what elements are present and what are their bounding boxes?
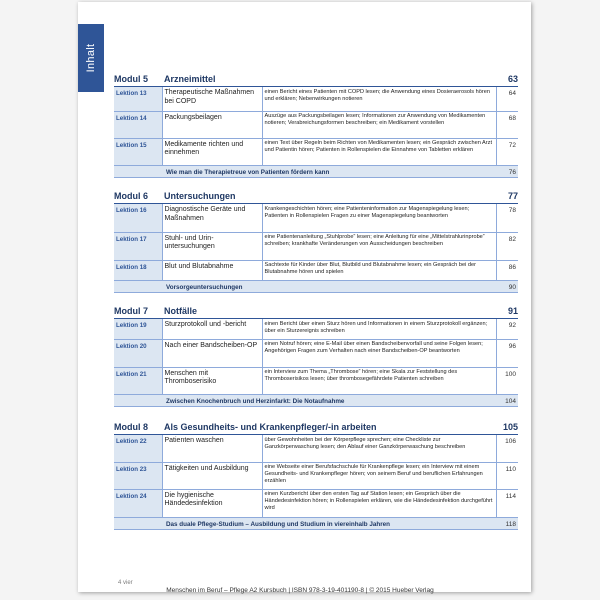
lesson-row	[114, 87, 518, 111]
lesson-number: Lektion 15	[114, 138, 162, 165]
lesson-description: ein Interview zum Thema „Thrombose“ hören; eine Skala zur Feststellung des Thromboserisikos lesen; über thrombosegefährdete Patienten schreiben	[262, 367, 496, 394]
lesson-number: Lektion 22	[114, 435, 162, 462]
page-number: 4 vier	[118, 580, 133, 586]
lesson-page: 92	[496, 319, 518, 339]
modul-7	[114, 304, 518, 407]
lesson-title: Die hygienische Händedesinfektion	[162, 489, 262, 517]
lesson-row	[114, 111, 518, 138]
modul-number: Modul 5	[114, 74, 148, 84]
lesson-description: einen Bericht eines Patienten mit COPD lesen; die Anwendung eines Dosieraerosols hören und erklären; Nebenwirkungen notieren	[262, 87, 496, 111]
lesson-description: einen Kurzbericht über den ersten Tag auf Station lesen; ein Gespräch über die Händedesinfektion hören; in Rollenspielen erklären, wie die Händedesinfektion durchgeführt wird	[262, 489, 496, 517]
modul-header	[114, 420, 518, 435]
lesson-description: Auszüge aus Packungsbeilagen lesen; Informationen zur Anwendung von Medikamenten notieren; Verabreichungsformen beschreiben; ein Medikament vorstellen	[262, 111, 496, 138]
lesson-title: Blut und Blutabnahme	[162, 260, 262, 280]
extra-title: Zwischen Knochenbruch und Herzinfarkt: Die Notaufnahme	[114, 394, 496, 406]
extra-row	[114, 165, 518, 177]
extra-title: Wie man die Therapietreue von Patienten fördern kann	[114, 165, 496, 177]
lesson-title: Packungsbeilagen	[162, 111, 262, 138]
modul-title: Notfälle	[164, 306, 198, 316]
modul-page: 63	[507, 74, 518, 84]
lesson-page: 110	[496, 462, 518, 489]
lesson-row	[114, 489, 518, 517]
lesson-title: Sturzprotokoll und -bericht	[162, 319, 262, 339]
modul-header	[114, 189, 518, 204]
lesson-page: 96	[496, 339, 518, 367]
modul-number: Modul 6	[114, 191, 148, 201]
extra-row	[114, 394, 518, 406]
extra-page: 90	[496, 280, 518, 292]
lesson-title: Patienten waschen	[162, 435, 262, 462]
lesson-number: Lektion 19	[114, 319, 162, 339]
lesson-row	[114, 462, 518, 489]
lesson-number: Lektion 20	[114, 339, 162, 367]
lesson-title: Menschen mit Thromboserisiko	[162, 367, 262, 394]
modul-header	[114, 72, 518, 87]
modul-number: Modul 8	[114, 422, 148, 432]
lesson-description: eine Patientenanleitung „Stuhlprobe“ lesen; eine Anleitung für eine „Mittelstrahlurinprobe“ schreiben; krankhafte Veränderungen von Ausscheidungen beschreiben	[262, 232, 496, 260]
extra-page: 118	[496, 517, 518, 529]
lesson-title: Tätigkeiten und Ausbildung	[162, 462, 262, 489]
extra-page: 104	[496, 394, 518, 406]
lesson-description: einen Text über Regeln beim Richten von Medikamenten lesen; ein Gespräch zwischen Arzt und Patientin hören; Patienten in Rollenspielen die Einnahme von Tabletten erklären	[262, 138, 496, 165]
modul-number: Modul 7	[114, 306, 148, 316]
lesson-page: 68	[496, 111, 518, 138]
modul-page: 105	[502, 422, 518, 432]
lesson-title: Diagnostische Geräte und Maßnahmen	[162, 204, 262, 232]
book-footer: Menschen im Beruf – Pflege A2 Kursbuch | ISBN 978-3-19-401190-8 | © 2015 Hueber Verlag	[166, 587, 434, 594]
modul-page: 91	[507, 306, 518, 316]
lesson-page: 100	[496, 367, 518, 394]
book-page	[78, 2, 531, 592]
lesson-description: Sachtexte für Kinder über Blut, Blutbild und Blutabnahme lesen; ein Gespräch bei der Blutabnahme hören und spielen	[262, 260, 496, 280]
modul-page: 77	[507, 191, 518, 201]
lesson-number: Lektion 23	[114, 462, 162, 489]
lesson-page: 72	[496, 138, 518, 165]
section-tab	[78, 24, 104, 92]
lesson-title: Therapeutische Maßnahmen bei COPD	[162, 87, 262, 111]
lesson-number: Lektion 21	[114, 367, 162, 394]
lesson-title: Stuhl- und Urin-untersuchungen	[162, 232, 262, 260]
lesson-row	[114, 204, 518, 232]
lesson-description: über Gewohnheiten bei der Körperpflege sprechen; eine Checkliste zur Ganzkörperwaschung lesen; den Ablauf einer Ganzkörperwaschung beschreiben	[262, 435, 496, 462]
lesson-page: 106	[496, 435, 518, 462]
modul-6	[114, 189, 518, 293]
lesson-description: einen Notruf hören; eine E-Mail über einen Bandscheibenvorfall und seine Folgen lesen; Angehörigen Fragen zum Verhalten nach einer Bandscheiben-OP beantworten	[262, 339, 496, 367]
lesson-number: Lektion 16	[114, 204, 162, 232]
modul-5	[114, 72, 518, 178]
lesson-number: Lektion 24	[114, 489, 162, 517]
lesson-number: Lektion 14	[114, 111, 162, 138]
lesson-row	[114, 232, 518, 260]
extra-row	[114, 517, 518, 529]
lesson-page: 78	[496, 204, 518, 232]
extra-title: Vorsorgeuntersuchungen	[114, 280, 496, 292]
lesson-description: eine Webseite einer Berufsfachschule für Krankenpflege lesen; ein Interview mit einem Gesundheits- und Krankenpfleger hören; von seinem Beruf und beruflichen Erfahrungen erzählen	[262, 462, 496, 489]
modul-title: Arzneimittel	[164, 74, 216, 84]
lesson-page: 114	[496, 489, 518, 517]
modul-header	[114, 304, 518, 319]
lesson-row	[114, 339, 518, 367]
extra-title: Das duale Pflege-Studium – Ausbildung und Studium in viereinhalb Jahren	[114, 517, 496, 529]
extra-page: 76	[496, 165, 518, 177]
lesson-row	[114, 260, 518, 280]
modul-title: Untersuchungen	[164, 191, 236, 201]
lesson-title: Medikamente richten und einnehmen	[162, 138, 262, 165]
lesson-number: Lektion 18	[114, 260, 162, 280]
lesson-description: Krankengeschichten hören; eine Patienteninformation zur Magenspiegelung lesen; Patienten in Rollenspielen Fragen zu einer Magenspiegelung beantworten	[262, 204, 496, 232]
lesson-row	[114, 138, 518, 165]
lesson-row	[114, 319, 518, 339]
lesson-row	[114, 435, 518, 462]
lesson-page: 86	[496, 260, 518, 280]
lesson-description: einen Bericht über einen Sturz hören und Informationen in einem Sturzprotokoll ergänzen; über ein Sturzereignis schreiben	[262, 319, 496, 339]
lesson-row	[114, 367, 518, 394]
lesson-page: 82	[496, 232, 518, 260]
lesson-number: Lektion 13	[114, 87, 162, 111]
lesson-page: 64	[496, 87, 518, 111]
modul-8	[114, 420, 518, 530]
section-tab-label: Inhalt	[85, 43, 97, 73]
extra-row	[114, 280, 518, 292]
lesson-title: Nach einer Bandscheiben-OP	[162, 339, 262, 367]
modul-title: Als Gesundheits- und Krankenpfleger/-in arbeiten	[164, 422, 377, 432]
lesson-number: Lektion 17	[114, 232, 162, 260]
